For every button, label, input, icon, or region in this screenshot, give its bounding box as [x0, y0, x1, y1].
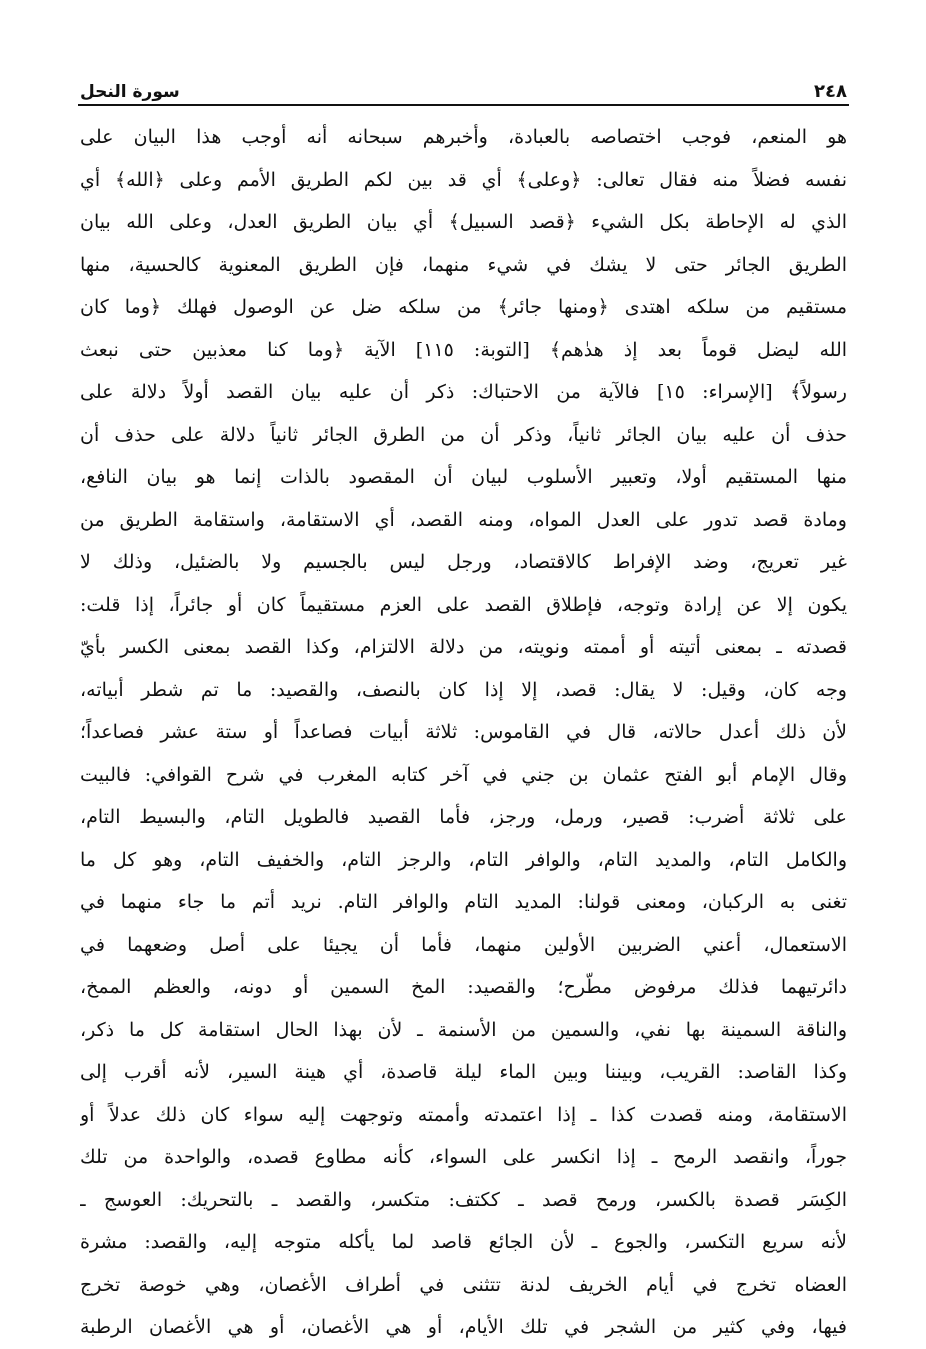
text-line: غير تعريج، وضد الإفراط كالاقتصاد، ورجل ليس بالجسيم ولا بالضئيل، وذلك لا: [80, 551, 847, 573]
text-line: رسولاً﴾ [الإسراء: ١٥] فالآية من الاحتباك: ذكر أن عليه بيان القصد أولاً دلالة على: [80, 381, 847, 403]
text-line: الله ليضل قوماً بعد إذ هدٰهم﴾ [التوبة: ١١٥] الآية ﴿وما كنا معذبين حتى نبعث: [80, 338, 847, 361]
text-line: وجه كان، وقيل: لا يقال: قصد، إلا إذا كان بالنصف، والقصيد: ما تم شطر أبياته،: [80, 678, 847, 701]
text-line: مستقيم من سلكه اهتدى ﴿ومنها جائر﴾ من سلكه ضل عن الوصول فهلك ﴿وما كان: [80, 296, 847, 318]
text-line: على ثلاثة أضرب: قصير، ورمل، ورجز، فأما القصيد فالطويل التام، والبسيط التام،: [80, 806, 847, 828]
text-line: لأن ذلك أعدل حالاته، قال في القاموس: ثلاثة أبيات فصاعداً أو ستة عشر فصاعداً؛: [80, 721, 847, 743]
text-line: هو المنعم، فوجب اختصاصه بالعبادة، وأخبرهم سبحانه أنه أوجب هذا البيان على: [80, 126, 847, 148]
text-line: والكامل التام، والمديد التام، والوافر التام، والرجز التام، والخفيف التام، وهو كل ما: [80, 848, 847, 871]
surah-title: سورة النحل: [80, 82, 180, 102]
page-number: ٢٤٨: [814, 81, 847, 102]
text-line: دائرتيهما فذلك مرفوض مطّرح؛ والقصيد: المخ السمين أو دونه، والعظم الممخ،: [80, 976, 847, 998]
text-line: جوراً، وانقصد الرمح ـ إذا انكسر على السواء، كأنه مطاوع قصده، والواحدة من تلك: [80, 1146, 847, 1168]
text-line: منها المستقيم أولا، وتعبير الأسلوب لبيان أن المقصود بالذات إنما هو بيان النافع،: [80, 466, 847, 488]
text-line: حذف أن عليه بيان الجائر ثانياً، وذكر أن من الطرق الجائر ثانياً دلالة على حذف أن: [80, 423, 847, 446]
page-header: [80, 72, 847, 102]
text-line: تغنى به الركبان، ومعنى قولنا: المديد التام والوافر التام. نريد أتم ما جاء منهما في: [80, 891, 847, 913]
text-line: الكِسَر قصدة بالكسر، ورمح قصد ـ ككتف: متكسر، والقصد ـ بالتحريك: العوسج ـ: [80, 1188, 847, 1211]
text-line: الطريق الجائر حتى لا يشك في شيء منهما، فإن الطريق المعنوية كالحسية، منها: [80, 253, 847, 276]
text-line: العضاه تخرج في أيام الخريف لدنة تتثنى في أطراف الأغصان، وهي خوصة تخرج: [80, 1273, 847, 1296]
text-line: قصدته ـ بمعنى أتيته أو أممته ونويته، من دلالة الالتزام، وكذا القصد بمعنى الكسر بأيّ: [80, 636, 847, 658]
text-line: والناقة السمينة بها نفي، والسمين من الأسنمة ـ لأن بهذا الحال استقامة كل ما ذكر،: [80, 1018, 847, 1041]
text-line: الذي له الإحاطة بكل الشيء ﴿قصد السبيل﴾ أي بيان الطريق العدل، وعلى الله بيان: [80, 211, 847, 233]
text-line: نفسه فضلاً منه فقال تعالى: ﴿وعلى﴾ أي قد بين لكم الطريق الأمم وعلى ﴿الله﴾ أي: [80, 168, 847, 191]
text-line: وكذا القاصد: القريب، وبيننا وبين الماء ليلة قاصدة، أي هينة السير، لأنه أقرب إلى: [80, 1061, 847, 1083]
header-divider: [78, 104, 849, 106]
commentary-text: [80, 116, 847, 1349]
text-line: وقال الإمام أبو الفتح عثمان بن جني في آخر كتابه المغرب في شرح القوافي: فالبيت: [80, 763, 847, 786]
text-line: الاستقامة، ومنه قصدت كذا ـ إذا اعتمدته وأممته وتوجهت إليه سواء كان ذلك عدلاً أو: [80, 1103, 847, 1126]
text-line: فيها، وفي كثير من الشجر في تلك الأيام، أو هي الأغصان، أو هي الأغصان الرطبة: [80, 1316, 847, 1338]
text-line: يكون إلا عن إرادة وتوجه، فإطلاق القصد على العزم مستقيماً كان أو جائراً، إذا قلت:: [80, 593, 847, 616]
text-line: الاستعمال، أعني الضربين الأولين منهما، فأما أن يجيئا على أصل وضعهما في: [80, 933, 847, 956]
text-line: لأنه سريع التكسر، والجوع ـ لأن الجائع قاصد لما يأكله متوجه إليه، والقصد: مشرة: [80, 1231, 847, 1253]
text-line: ومادة قصد تدور على العدل المواه، ومنه القصد، أي الاستقامة، واستقامة الطريق من: [80, 508, 847, 531]
